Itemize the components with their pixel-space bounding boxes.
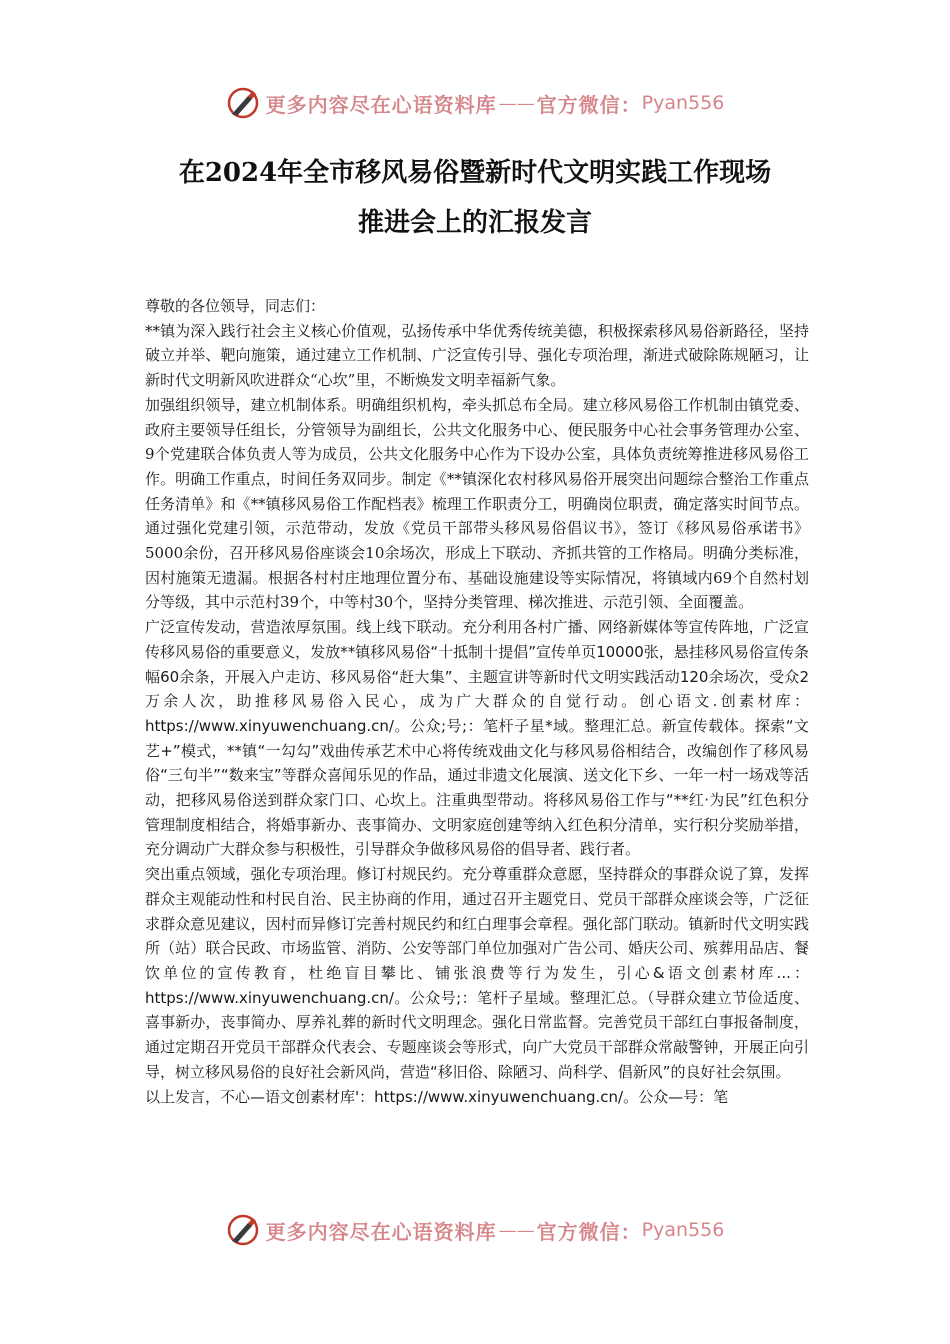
banner-separator: ——: [498, 1219, 535, 1241]
document-body: [145, 294, 809, 1109]
footer-banner: [0, 1210, 950, 1250]
title-line-1: 在2024年全市移风易俗暨新时代文明实践工作现场: [178, 158, 772, 188]
paragraph-publicity: 广泛宣传发动，营造浓厚氛围。线上线下联动。充分利用各村广播、网络新媒体等宣传阵地，广泛宣传移风易俗的重要意义，发放**镇移风易俗“十抵制十提倡”宣传单页10000张，悬挂移风易俗宣传条幅60余条，开展入户走访、移风易俗“赶大集”、主题宣讲等新时代文明实践活动120余场次，受众2万余人次，助推移风易俗入民心，成为广大群众的自觉行动。创心语文.创素材库：https://www.xinyuwenchuang.cn/。公众;号;：笔杆子星*域。整理汇总。新宣传载体。探索“文艺+”模式，**镇“一勾勾”戏曲传承艺术中心将传统戏曲文化与移风易俗相结合，改编创作了移风易俗“三句半”“数来宝”等群众喜闻乐见的作品，通过非遗文化展演、送文化下乡、一年一村一场戏等活动，把移风易俗送到群众家门口、心坎上。注重典型带动。将移风易俗工作与“**红·为民”红色积分管理制度相结合，将婚事新办、丧事简办、文明家庭创建等纳入红色积分清单，实行积分奖励举措，充分调动广大群众参与积极性，引导群众争做移风易俗的倡导者、践行者。: [145, 618, 809, 859]
banner-text: 更多内容尽在心语资料库: [265, 1219, 497, 1244]
title-line-2: 推进会上的汇报发言: [357, 208, 592, 238]
paragraph-organization: 加强组织领导，建立机制体系。明确组织机构，牵头抓总布全局。建立移风易俗工作机制由镇党委、政府主要领导任组长，分管领导为副组长，公共文化服务中心、便民服务中心社会事务管理办公室、9个党建联合体负责人等为成员，公共文化服务中心作为下设办公室，具体负责统筹推进移风易俗工作。明确工作重点，时间任务双同步。制定《**镇深化农村移风易俗开展突出问题综合整治工作重点任务清单》和《**镇移风易俗工作配档表》梳理工作职责分工，明确岗位职责，确定落实时间节点。通过强化党建引领，示范带动，发放《党员干部带头移风易俗倡议书》，签订《移风易俗承诺书》5000余份，召开移风易俗座谈会10余场次，形成上下联动、齐抓共管的工作格局。明确分类标准，因村施策无遗漏。根据各村村庄地理位置分布、基础设施建设等实际情况，将镇域内69个自然村划分等级，其中示范村39个，中等村30个，坚持分类管理、梯次推进、示范引领、全面覆盖。: [145, 395, 809, 612]
banner-label: 官方微信：: [536, 92, 642, 117]
banner-wechat-id: Pyan556: [641, 92, 725, 114]
banner-separator: ——: [498, 92, 535, 114]
paragraph-closing: 以上发言，不心—语文创素材库'：https://www.xinyuwenchuang.cn/。公众—号：笔: [145, 1087, 729, 1106]
banner-text: 更多内容尽在心语资料库: [265, 92, 497, 117]
header-banner: [0, 83, 950, 123]
paragraph-governance: 突出重点领域，强化专项治理。修订村规民约。充分尊重群众意愿，坚持群众的事群众说了算，发挥群众主观能动性和村民自治、民主协商的作用，通过召开主题党日、党员干部群众座谈会等，广泛征求群众意见建议，因村而异修订完善村规民约和红白理事会章程。强化部门联动。镇新时代文明实践所（站）联合民政、市场监管、消防、公安等部门单位加强对广告公司、婚庆公司、殡葬用品店、餐饮单位的宣传教育，杜绝盲目攀比、铺张浪费等行为发生，引心&语文创素材库...：https://www.xinyuwenchuang.cn/。公众号;：笔杆子星域。整理汇总。（导群众建立节俭适度、喜事新办，丧事简办、厚养礼葬的新时代文明理念。强化日常监督。完善党员干部红白事报备制度，通过定期召开党员干部群众代表会、专题座谈会等形式，向广大党员干部群众常敲警钟，开展正向引导，树立移风易俗的良好社会新风尚，营造“移旧俗、除陋习、尚科学、倡新风”的良好社会氛围。: [145, 865, 809, 1081]
banner-wechat-id: Pyan556: [641, 1219, 725, 1241]
pen-logo-icon: [226, 86, 260, 120]
document-title: [100, 148, 850, 248]
pen-logo-icon: [226, 1213, 260, 1247]
paragraph-intro: **镇为深入践行社会主义核心价值观，弘扬传承中华优秀传统美德，积极探索移风易俗新路径，坚持破立并举、靶向施策，通过建立工作机制、广泛宣传引导、强化专项治理，渐进式破除陈规陋习，让新时代文明新风吹进群众“心坎”里，不断焕发文明幸福新气象。: [145, 321, 809, 390]
banner-label: 官方微信：: [536, 1219, 642, 1244]
salutation: 尊敬的各位领导，同志们：: [145, 297, 326, 315]
